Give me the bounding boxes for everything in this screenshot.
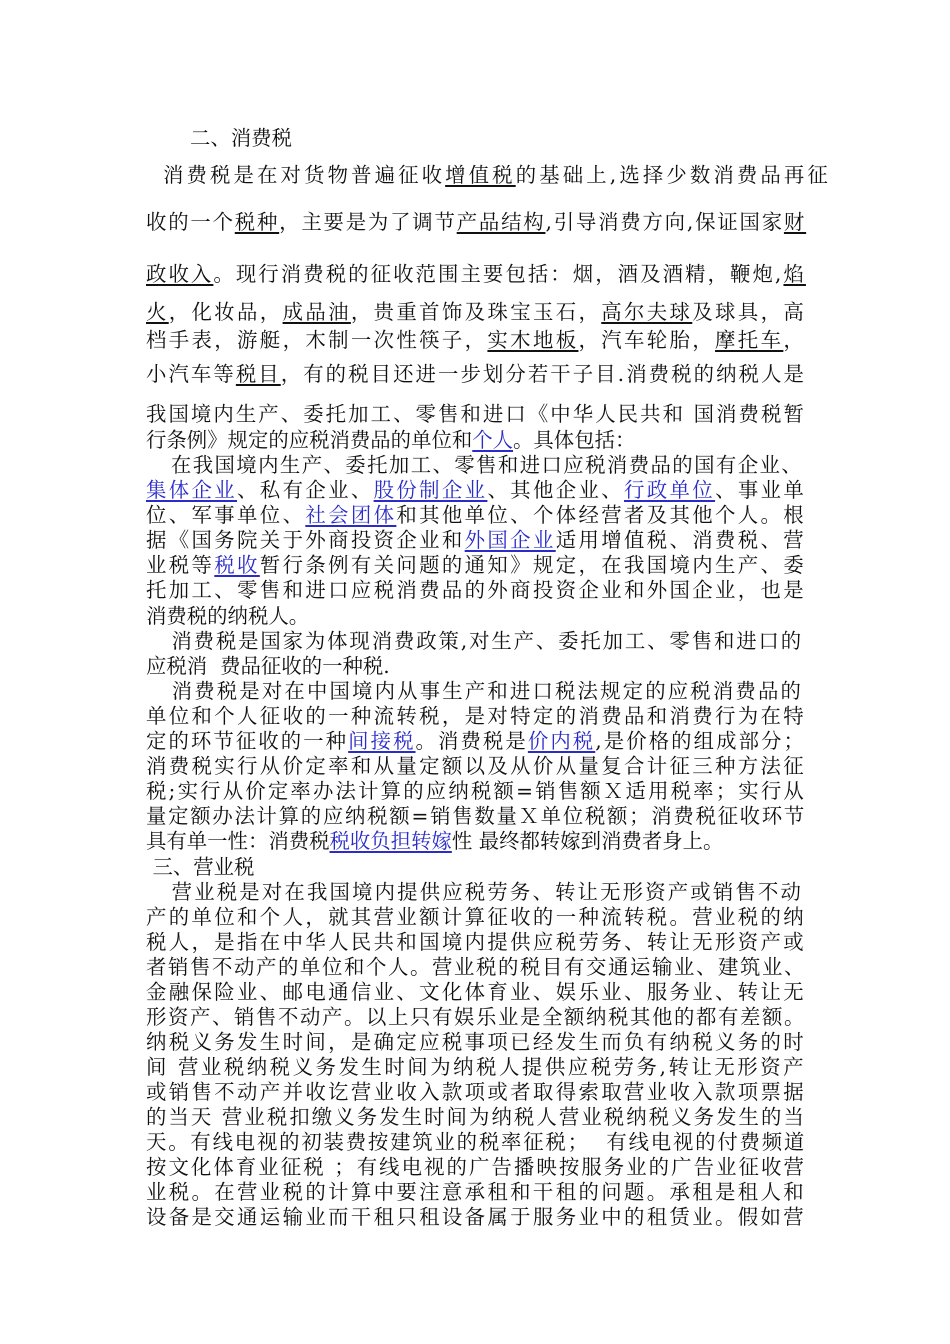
text-line — [146, 1057, 806, 1077]
text-run: ,是价格的组成部分； — [595, 729, 806, 753]
underlined-term: 实木地板 — [487, 328, 579, 352]
text-run: 我国境内生产、委托加工、零售和进口《中华人民共和 国消费税暂 — [146, 402, 806, 426]
text-run: ，主要是为了调节 — [279, 210, 457, 234]
text-line — [146, 1132, 806, 1152]
text-run: 消费税是国家为体现消费政策,对生产、委托加工、零售和进口的 — [163, 629, 803, 653]
hyperlink[interactable]: 税收负担转嫁 — [329, 829, 452, 853]
text-line — [146, 330, 806, 350]
text-line — [146, 1032, 806, 1052]
text-line — [146, 806, 806, 826]
text-run: 天。有线电视的初装费按建筑业的税率征税； 有线电视的付费频道 — [146, 1130, 807, 1154]
text-line — [146, 781, 806, 801]
text-line — [146, 857, 254, 877]
text-run: 消费税是对在中国境内从事生产和进口税法规定的应税消费品的 — [163, 679, 804, 703]
text-run: 具有单一性：消费税 — [146, 829, 330, 853]
text-line — [163, 882, 803, 902]
text-run: 。具体包括： — [513, 428, 636, 452]
text-line — [146, 1082, 806, 1102]
underlined-term: 成品油 — [282, 300, 351, 324]
text-run: 者销售不动产的单位和个人。营业税的税目有交通运输业、建筑业、 — [146, 955, 807, 979]
text-run: 设备是交通运输业而干租只租设备属于服务业中的租赁业。假如营 — [146, 1205, 807, 1229]
text-run: 金融保险业、邮电通信业、文化体育业、娱乐业、服务业、转让无 — [146, 980, 807, 1004]
text-line — [146, 907, 806, 927]
hyperlink[interactable]: 税收 — [214, 553, 260, 577]
underlined-term: 火 — [146, 300, 169, 324]
text-run: 收的一个 — [146, 210, 235, 234]
underlined-term: 财 — [783, 210, 807, 234]
text-line — [146, 957, 806, 977]
text-run: 在我国境内生产、委托加工、零售和进口应税消费品的国有企业、 — [163, 453, 804, 477]
text-run: ，有的税目还进一步划分若干子目.消费税的纳税人是 — [280, 362, 806, 386]
text-line — [146, 364, 806, 384]
text-run: 消费税是在对货物普遍征收 — [163, 163, 446, 187]
text-run: 、事业单 — [715, 478, 807, 502]
text-line — [146, 656, 390, 676]
text-run: 按文化体育业征税 ；有线电视的广告播映按服务业的广告业征收营 — [146, 1155, 806, 1179]
text-line — [146, 982, 806, 1002]
text-run: 单位和个人征收的一种流转税，是对特定的消费品和消费行为在特 — [146, 704, 807, 728]
underlined-term: 税目 — [235, 362, 281, 386]
text-run: 税人，是指在中华人民共和国境内提供应税劳务、转让无形资产或 — [146, 930, 807, 954]
text-run: 二、消费税 — [190, 126, 292, 150]
hyperlink[interactable]: 社会团体 — [305, 503, 397, 527]
text-run: 暂行条例有关问题的通知》规定，在我国境内生产、委 — [259, 553, 807, 577]
text-line — [146, 212, 806, 232]
text-line — [163, 631, 803, 651]
text-run: 性 最终都转嫁到消费者身上。 — [451, 829, 724, 853]
text-run: 间 营业税纳税义务发生时间为纳税人提供应税劳务,转让无形资产 — [146, 1055, 807, 1079]
text-run: 位、军事单位、 — [146, 503, 306, 527]
hyperlink[interactable]: 价内税 — [527, 729, 596, 753]
text-run: 税;实行从价定率办法计算的应纳税额=销售额Ｘ适用税率；实行从 — [146, 779, 806, 803]
text-run: 形资产、销售不动产。以上只有娱乐业是全额纳税其他的都有差额。 — [146, 1005, 807, 1029]
text-line — [163, 681, 803, 701]
text-run: 定的环节征收的一种 — [146, 729, 349, 753]
underlined-term: 税种 — [234, 210, 280, 234]
text-run: 行条例》规定的应税消费品的单位和 — [146, 428, 473, 452]
text-run: 。现行消费税的征收范围主要包括：烟，酒及酒精，鞭炮, — [213, 262, 784, 286]
hyperlink[interactable]: 集体企业 — [146, 478, 238, 502]
text-line — [146, 831, 723, 851]
hyperlink[interactable]: 个人 — [472, 428, 514, 452]
text-run: 小汽车等 — [146, 362, 236, 386]
text-run: 档手表，游艇，木制一次性筷子， — [146, 328, 488, 352]
text-run: ， — [783, 328, 807, 352]
text-run: 量定额办法计算的应纳税额=销售数量Ｘ单位税额；消费税征收环节 — [146, 804, 807, 828]
text-line — [146, 264, 806, 284]
text-line — [163, 165, 831, 185]
text-run: 三、营业税 — [146, 855, 255, 879]
text-run: 和其他单位、个体经营者及其他个人。根 — [396, 503, 807, 527]
text-line — [146, 1007, 806, 1027]
text-line — [146, 1207, 806, 1227]
text-line — [146, 756, 806, 776]
text-run: 应税消 费品征收的一种税. — [146, 654, 390, 678]
text-run: 。消费税是 — [415, 729, 528, 753]
text-run: ，化妆品， — [168, 300, 283, 324]
text-run: 纳税义务发生时间，是确定应税事项已经发生而负有纳税义务的时 — [146, 1030, 807, 1054]
text-line — [190, 128, 292, 148]
text-run: 营业税是对在我国境内提供应税劳务、转让无形资产或销售不动 — [163, 880, 804, 904]
text-line — [146, 1107, 806, 1127]
text-run: 的当天 营业税扣缴义务发生时间为纳税人营业税纳税义务发生的当 — [146, 1105, 806, 1129]
text-line — [146, 706, 806, 726]
text-line — [146, 302, 806, 322]
text-run: 消费税实行从价定率和从量定额以及从价从量复合计征三种方法征 — [146, 754, 807, 778]
text-line — [146, 530, 806, 550]
text-run: 、其他企业、 — [487, 478, 625, 502]
text-run: 托加工、零售和进口应税消费品的外商投资企业和外国企业，也是 — [146, 578, 807, 602]
text-run: 、私有企业、 — [237, 478, 374, 502]
text-line — [146, 404, 806, 424]
text-run: ，贵重首饰及珠宝玉石， — [350, 300, 602, 324]
underlined-term: 政收入 — [146, 262, 214, 286]
text-line — [146, 606, 309, 626]
text-run: 消费税的纳税人。 — [146, 604, 310, 628]
text-run: 业税等 — [146, 553, 215, 577]
hyperlink[interactable]: 外国企业 — [464, 528, 556, 552]
text-run: 产的单位和个人，就其营业额计算征收的一种流转税。营业税的纳 — [146, 905, 807, 929]
text-line — [146, 580, 806, 600]
text-line — [146, 1182, 806, 1202]
text-line — [146, 1157, 806, 1177]
underlined-term: 焰 — [783, 262, 806, 286]
text-line — [146, 480, 806, 500]
text-run: ，汽车轮胎， — [578, 328, 716, 352]
hyperlink[interactable]: 间接税 — [348, 729, 416, 753]
text-line — [146, 505, 806, 525]
text-run: 或销售不动产并收讫营业收入款项或者取得索取营业收入款项票据 — [146, 1080, 807, 1104]
underlined-term: 摩托车 — [715, 328, 784, 352]
hyperlink[interactable]: 股份制企业 — [373, 478, 488, 502]
text-line — [146, 430, 635, 450]
text-run: 业税。在营业税的计算中要注意承租和干租的问题。承租是租人和 — [146, 1180, 807, 1204]
underlined-term: 增值税 — [445, 163, 516, 187]
text-line — [146, 731, 806, 751]
underlined-term: 高尔夫球 — [601, 300, 693, 324]
text-run: 适用增值税、消费税、营 — [555, 528, 807, 552]
underlined-term: 产品结构 — [456, 210, 546, 234]
text-line — [146, 555, 806, 575]
text-run: 据《国务院关于外商投资企业和 — [146, 528, 465, 552]
hyperlink[interactable]: 行政单位 — [624, 478, 716, 502]
text-line — [163, 455, 803, 475]
text-run: 及球具，高 — [692, 300, 807, 324]
text-run: ,引导消费方向,保证国家 — [545, 210, 784, 234]
text-line — [146, 932, 806, 952]
text-run: 的基础上,选择少数消费品再征 — [515, 163, 831, 187]
